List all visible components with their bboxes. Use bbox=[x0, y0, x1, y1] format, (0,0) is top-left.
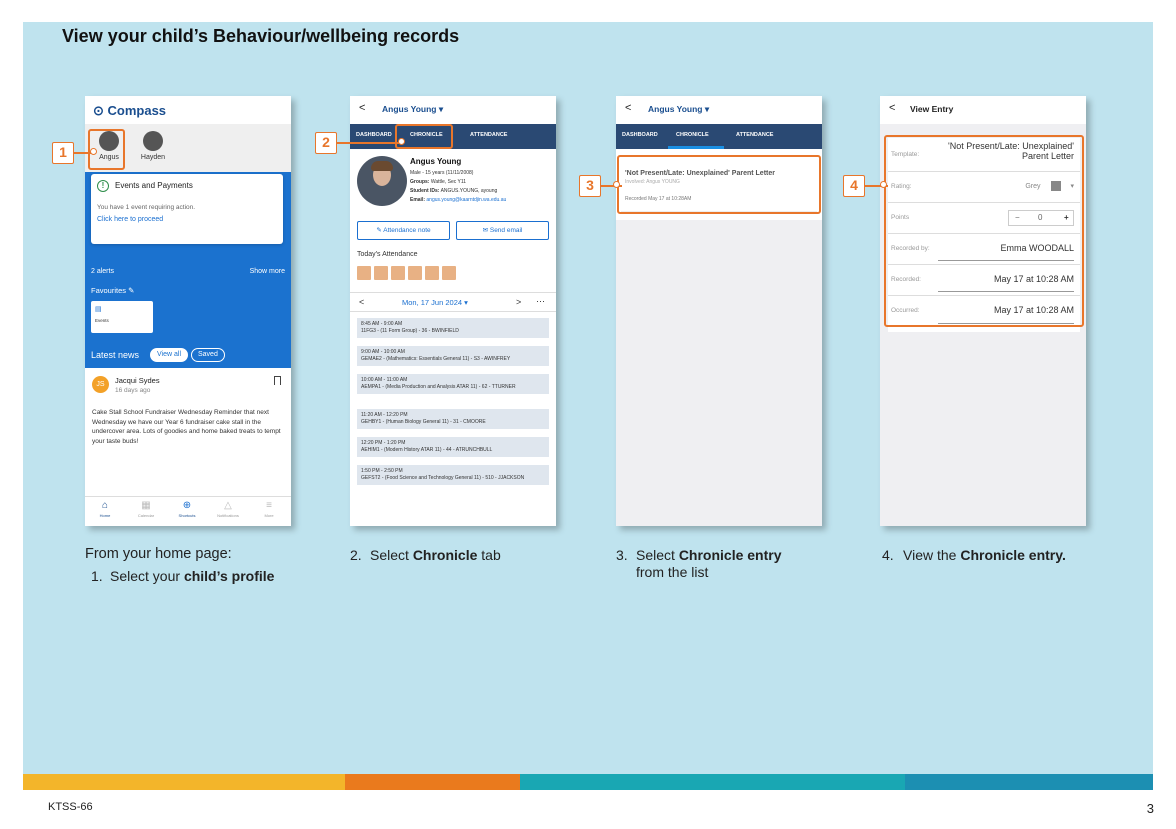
date-picker[interactable]: Mon, 17 Jun 2024 ▾ bbox=[402, 298, 468, 307]
page-number: 3 bbox=[1146, 801, 1154, 816]
attendance-period bbox=[357, 266, 371, 280]
attendance-period bbox=[374, 266, 388, 280]
step-1-number: 1. bbox=[91, 568, 103, 584]
alerts-count: 2 alerts bbox=[91, 268, 114, 275]
back-icon[interactable]: < bbox=[889, 102, 896, 114]
news-item[interactable]: JS Jacqui Sydes 16 days ago Cake Stall School Fundraiser Wednesday Reminder that next Wednesday we have our Year 6 fundraiser cake stall in the undercover area. Lots of goodies and home baked treats to tempt your taste buds! bbox=[85, 368, 291, 488]
student-photo bbox=[357, 156, 407, 206]
class-row[interactable]: 1:50 PM - 2:50 PM GEFST2 - (Food Science and Technology General 11) - 510 - JJACKSON bbox=[357, 465, 549, 485]
saved-button[interactable]: Saved bbox=[191, 348, 225, 362]
document-code: KTSS-66 bbox=[48, 801, 93, 813]
class-row[interactable]: 10:00 AM - 11:00 AM AEMPA1 - (Media Production and Analysis ATAR 11) - 62 - TTURNER bbox=[357, 374, 549, 394]
points-stepper[interactable]: − 0 + bbox=[1008, 210, 1074, 226]
class-row[interactable]: 11:20 AM - 12:20 PM GEHBY1 - (Human Biology General 11) - 31 - CMOORE bbox=[357, 409, 549, 429]
attendance-note-button[interactable]: ✎ Attendance note bbox=[357, 221, 450, 240]
tab-chronicle[interactable]: CHRONICLE bbox=[410, 132, 443, 138]
callout-2: 2 bbox=[315, 132, 337, 154]
template-field: Template: 'Not Present/Late: Unexplained' Parent Letter bbox=[888, 138, 1080, 172]
bottom-nav bbox=[85, 496, 291, 526]
events-card[interactable]: ! Events and Payments You have 1 event requiring action. Click here to proceed bbox=[91, 174, 283, 244]
tab-shortcuts[interactable]: ⊕ Shortcuts bbox=[167, 500, 207, 518]
profile-header bbox=[350, 96, 556, 124]
profile-tabs bbox=[616, 124, 822, 149]
child-profile-angus[interactable]: Angus bbox=[89, 128, 129, 161]
tab-chronicle[interactable]: CHRONICLE bbox=[676, 132, 709, 138]
chronicle-entry[interactable]: 'Not Present/Late: Unexplained' Parent Letter Involved: Angus YOUNG Recorded May 17 at 10:28AM bbox=[621, 156, 817, 212]
footer-stripe bbox=[345, 774, 520, 790]
calendar-icon: ▦ bbox=[141, 500, 151, 511]
step-1: Select your child’s profile bbox=[110, 568, 275, 584]
occurred-field: Occurred: May 17 at 10:28 AM bbox=[888, 296, 1080, 327]
callout-4: 4 bbox=[843, 175, 865, 197]
tab-dashboard[interactable]: DASHBOARD bbox=[622, 132, 658, 138]
tab-attendance[interactable]: ATTENDANCE bbox=[736, 132, 774, 138]
view-entry-title: View Entry bbox=[910, 104, 954, 114]
attendance-period bbox=[425, 266, 439, 280]
attendance-period bbox=[408, 266, 422, 280]
callout-1: 1 bbox=[52, 142, 74, 164]
footer-stripe bbox=[905, 774, 1153, 790]
tab-dashboard[interactable]: DASHBOARD bbox=[356, 132, 392, 138]
step-3-number: 3. bbox=[616, 547, 628, 563]
highlight-entry-details bbox=[884, 135, 1084, 327]
attendance-period bbox=[391, 266, 405, 280]
step-2: Select Chronicle tab bbox=[370, 547, 501, 563]
step-2-number: 2. bbox=[350, 547, 362, 563]
rating-select[interactable]: Grey ▾ bbox=[1025, 182, 1074, 190]
next-day-icon[interactable]: > bbox=[516, 297, 522, 307]
send-email-button[interactable]: ✉ Send email bbox=[456, 221, 549, 240]
latest-news-heading: Latest news bbox=[91, 350, 140, 360]
student-name-dropdown[interactable]: Angus Young ▾ bbox=[382, 104, 444, 114]
date-navigator bbox=[350, 292, 556, 312]
home-icon: ⌂ bbox=[101, 500, 109, 511]
screenshot-profile: < Angus Young ▾ DASHBOARD CHRONICLE ATTENDANCE Angus Young Male - 15 years (11/11/2008) Groups: Wattle, Sec Y11 Student IDs: ANGUS.YOUNG, ayoung Email: angus.young@kaarntdjin.wa.edu.au ✎ Attendance note ✉ Send email Today's Attendance < Mon, 17 Jun 2024 ▾ > ⋯ 8:45 AM - 9:00 AM 11FG3 - (11 Form Group) - 36 - BWINFIELD 9:00 AM - 10:00 AM GEMAE2 - (Mathematics: Essentials General 11) - S3 - AWINFREY 10:00 AM - 11:00 AM AEMPA1 - (Media Production and Analysis ATAR 11) - 62 - TTURNER 11:20 AM - 12:20 PM GEHBY1 - (Human Biology General 11) - 31 - CMOORE 12:20 PM - 1:20 PM AEHIM1 - (Modern History ATAR 11) - 44 - ATRUNCHBULL 1:50 PM - 2:50 PM GEFST2 - (Food Science and Technology General 11) - 510 - JJACKSON bbox=[350, 96, 556, 526]
footer-stripe bbox=[520, 774, 905, 790]
profile-header bbox=[616, 96, 822, 124]
tab-more[interactable]: ≡ More bbox=[249, 500, 289, 518]
menu-icon: ≡ bbox=[266, 500, 272, 511]
show-more-link[interactable]: Show more bbox=[249, 268, 285, 275]
student-name-dropdown[interactable]: Angus Young ▾ bbox=[648, 104, 710, 114]
footer-stripe bbox=[23, 774, 345, 790]
plus-circle-icon: ⊕ bbox=[182, 500, 192, 511]
profile-tabs bbox=[350, 124, 556, 149]
empty-list-area bbox=[616, 220, 822, 526]
pencil-icon[interactable]: ✎ bbox=[128, 286, 135, 295]
alert-icon: ! bbox=[97, 180, 109, 192]
child-profile-hayden[interactable]: Hayden bbox=[133, 128, 173, 161]
tab-home[interactable]: ⌂ Home bbox=[85, 500, 125, 518]
step-4-number: 4. bbox=[882, 547, 894, 563]
chevron-down-icon: ▾ bbox=[1070, 182, 1074, 190]
tab-calendar[interactable]: ▦ Calendar bbox=[126, 500, 166, 518]
step-4: View the Chronicle entry. bbox=[903, 547, 1066, 563]
attendance-period bbox=[442, 266, 456, 280]
highlight-chronicle-tab bbox=[395, 124, 453, 149]
active-tab-indicator bbox=[668, 146, 724, 149]
note-icon: ✎ bbox=[376, 227, 382, 234]
recorded-field: Recorded: May 17 at 10:28 AM bbox=[888, 265, 1080, 296]
prev-day-icon[interactable]: < bbox=[359, 297, 365, 307]
step-3: Select Chronicle entry from the list bbox=[636, 547, 782, 580]
step-1-intro: From your home page: bbox=[85, 546, 232, 562]
rating-field: Rating: Grey ▾ bbox=[888, 172, 1080, 203]
tab-attendance[interactable]: ATTENDANCE bbox=[470, 132, 508, 138]
calendar-icon: ▤ bbox=[95, 306, 102, 313]
points-field: Points − 0 + bbox=[888, 203, 1080, 234]
app-header bbox=[85, 96, 291, 124]
bell-icon: △ bbox=[224, 500, 232, 511]
view-entry-header bbox=[880, 96, 1086, 124]
bookmark-icon[interactable] bbox=[274, 376, 281, 385]
highlight-chronicle-entry bbox=[617, 155, 821, 214]
mail-icon: ✉ bbox=[482, 227, 489, 234]
view-all-button[interactable]: View all bbox=[150, 348, 188, 362]
class-row[interactable]: 12:20 PM - 1:20 PM AEHIM1 - (Modern History ATAR 11) - 44 - ATRUNCHBULL bbox=[357, 437, 549, 457]
callout-3: 3 bbox=[579, 175, 601, 197]
class-row[interactable]: 9:00 AM - 10:00 AM GEMAE2 - (Mathematics: Essentials General 11) - S3 - AWINFREY bbox=[357, 346, 549, 366]
avatar bbox=[143, 131, 163, 151]
more-icon[interactable]: ⋯ bbox=[536, 296, 545, 306]
recorded-by-field: Recorded by: Emma WOODALL bbox=[888, 234, 1080, 265]
events-link[interactable]: Click here to proceed bbox=[97, 216, 164, 223]
plus-icon: + bbox=[1064, 213, 1069, 222]
class-row[interactable]: 8:45 AM - 9:00 AM 11FG3 - (11 Form Group) - 36 - BWINFIELD bbox=[357, 318, 549, 338]
minus-icon: − bbox=[1015, 213, 1020, 222]
tab-notifications[interactable]: △ Notifications bbox=[208, 500, 248, 518]
back-icon[interactable]: < bbox=[359, 102, 366, 114]
avatar: JS bbox=[92, 376, 109, 393]
page-title: View your child’s Behaviour/wellbeing records bbox=[62, 26, 460, 46]
back-icon[interactable]: < bbox=[625, 102, 632, 114]
favourite-events[interactable]: ▤ Events bbox=[91, 301, 153, 333]
email-link[interactable]: angus.young@kaarntdjin.wa.edu.au bbox=[426, 197, 507, 203]
attendance-heading: Today's Attendance bbox=[357, 251, 418, 258]
compass-logo: ⊙ Compass bbox=[93, 103, 167, 118]
favourites-heading: Favourites ✎ bbox=[91, 286, 135, 295]
